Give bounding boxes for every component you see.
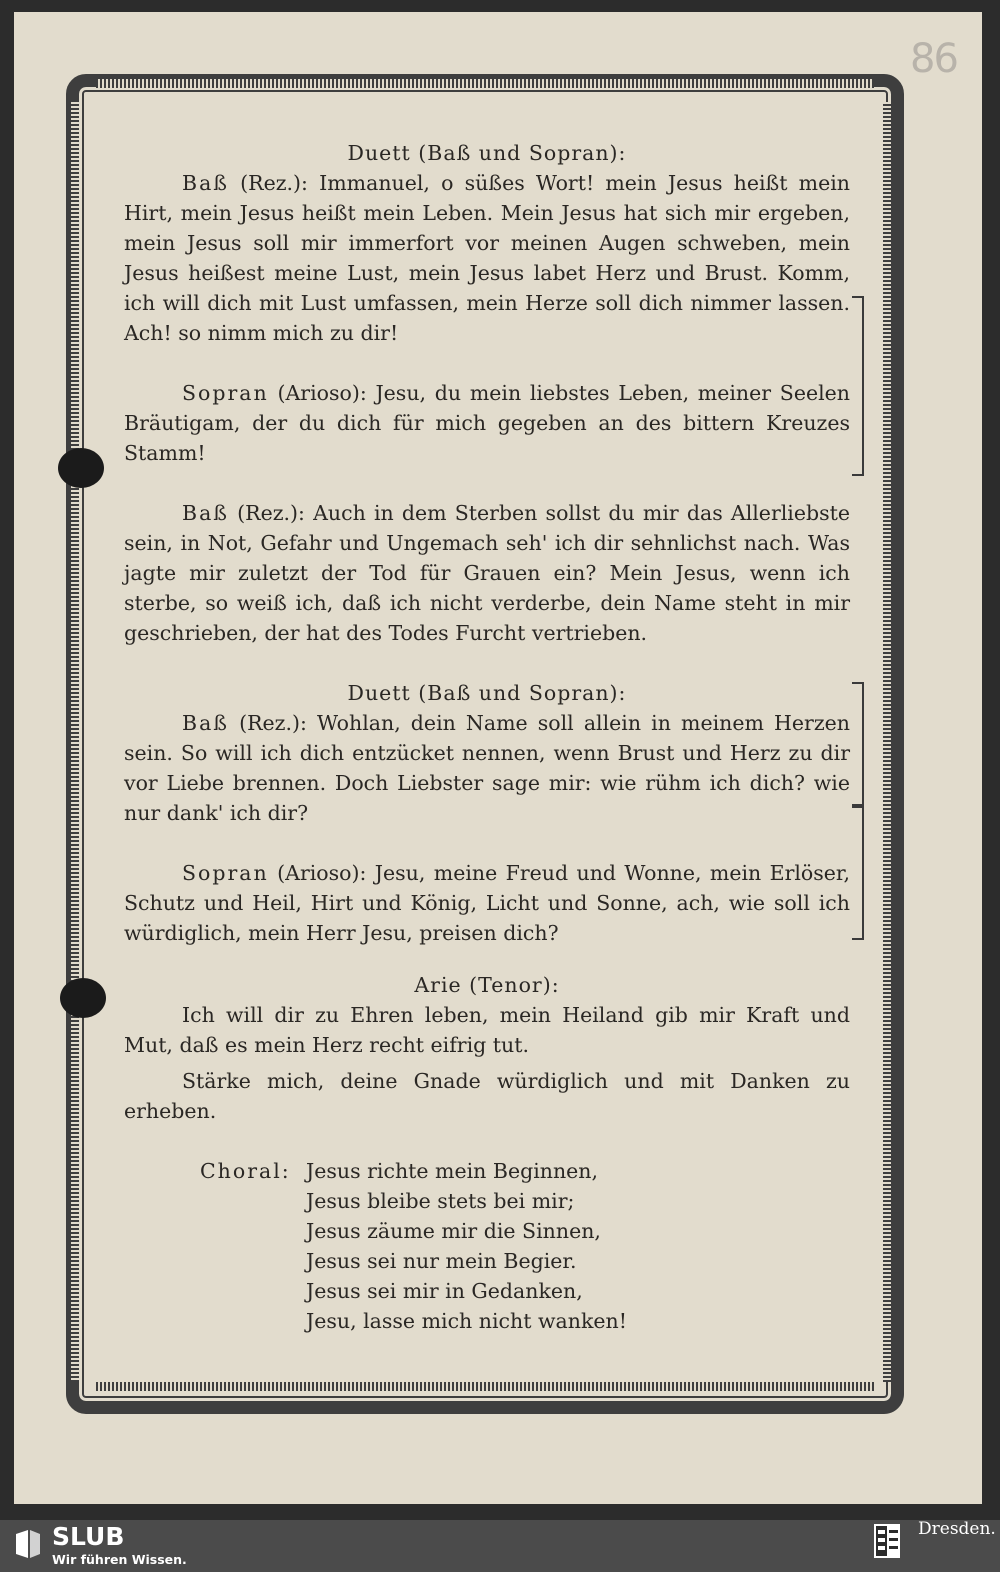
paragraph-text: (Rez.): Auch in dem Sterben sollst du mir das Allerliebste sein, in Not, Gefahr und Ungemach seh' ich dir sehnlichst nach. Was jagte mir zuletzt der Tod für Grauen ein? Mein Jesus, wenn ich sterbe, so weiß ich, daß ich nicht verderbe, dein Name steht in mir geschrieben, der hat des Todes Furcht vertrieben. [124, 501, 850, 645]
section-heading: Duett (Baß und Sopran): [347, 681, 627, 705]
choral-line: Jesu, lasse mich nicht wanken! [306, 1309, 627, 1333]
text-body [124, 138, 850, 1336]
aria-paragraph: Stärke mich, deine Gnade würdiglich und mit Danken zu erheben. [124, 1069, 850, 1123]
choral-line: Jesus sei nur mein Begier. [306, 1249, 577, 1273]
slub-logo-icon [12, 1528, 44, 1560]
footer-bar [0, 1520, 1000, 1572]
paragraph-text: (Rez.): Wohlan, dein Name soll allein in meinem Herzen sein. So will ich dich entzücket nennen, wenn Brust und Herz zu dir vor Liebe brennen. Doch Liebster sage mir: wie rühm ich dich? wie nur dank' ich dir? [124, 711, 850, 825]
recitative-paragraph [124, 498, 850, 648]
choral-block [200, 1156, 850, 1336]
frame-hatch-right [883, 102, 891, 1382]
choral-label: Choral: [200, 1159, 291, 1183]
paragraph-text: (Rez.): Immanuel, o süßes Wort! mein Jesus heißt mein Hirt, mein Jesus heißt mein Leben. Mein Jesus hat sich mir ergeben, mein Jesus soll mir immerfort vor meinen Augen schweben, mein Jesus heißest meine Lust, mein Jesus labet Herz und Brust. Komm, ich will dich mit Lust umfassen, mein Herze soll dich nimmer lassen. Ach! so nimm mich zu dir! [124, 171, 850, 345]
arioso-paragraph [124, 858, 850, 948]
choral-line: Jesus zäume mir die Sinnen, [306, 1219, 601, 1243]
duet-bracket [852, 682, 864, 806]
choral-lines [306, 1156, 627, 1336]
duet-bracket [852, 806, 864, 940]
aria-paragraph: Ich will dir zu Ehren leben, mein Heiland gib mir Kraft und Mut, daß es mein Herz recht eifrig tut. [124, 1003, 850, 1057]
duet-bracket [852, 296, 864, 476]
dresden-name: Dresden. [918, 1519, 996, 1539]
frame-hatch-left [71, 102, 79, 1382]
choral-line: Jesus sei mir in Gedanken, [306, 1279, 583, 1303]
voice-label: Baß [182, 501, 229, 525]
punch-hole [60, 978, 106, 1018]
page-number: 86 [910, 36, 957, 82]
section-heading: Arie (Tenor): [414, 973, 560, 997]
voice-label: Sopran [182, 381, 269, 405]
frame-hatch-bottom [96, 1382, 874, 1391]
paragraph-text: (Arioso): Jesu, meine Freud und Wonne, mein Erlöser, Schutz und Heil, Hirt und König, Licht und Sonne, ach, wie soll ich würdiglich, mein Herr Jesu, preisen dich? [124, 861, 850, 945]
voice-label: Baß [182, 171, 229, 195]
recitative-paragraph [124, 708, 850, 828]
voice-label: Sopran [182, 861, 269, 885]
voice-label: Baß [182, 711, 229, 735]
punch-hole [58, 448, 104, 488]
recitative-paragraph [124, 168, 850, 348]
slub-slogan: Wir führen Wissen. [52, 1552, 187, 1567]
paragraph-text: (Arioso): Jesu, du mein liebstes Leben, meiner Seelen Bräutigam, der du dich für mich gegeben an des bittern Kreuzes Stamm! [124, 381, 850, 465]
arioso-paragraph [124, 378, 850, 468]
dresden-crest-icon [874, 1524, 900, 1558]
section-heading: Duett (Baß und Sopran): [347, 141, 627, 165]
choral-line: Jesus bleibe stets bei mir; [306, 1189, 575, 1213]
slub-name: SLUB [52, 1522, 125, 1551]
choral-line: Jesus richte mein Beginnen, [306, 1159, 599, 1183]
frame-hatch-top [96, 79, 874, 88]
